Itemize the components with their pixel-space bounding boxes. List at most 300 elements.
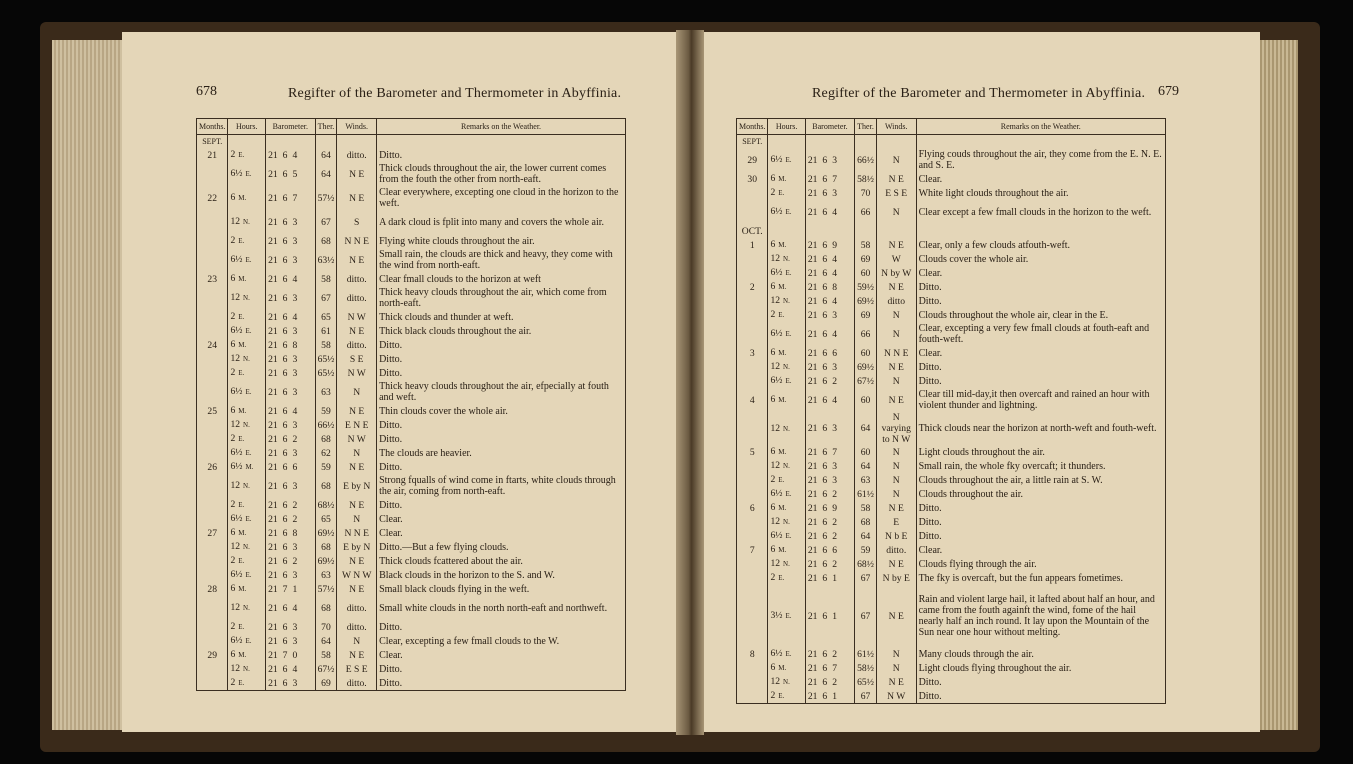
- remarks-cell: Thick clouds near the horizon at north-weft and fouth-weft.: [918, 423, 1157, 434]
- table-row: [197, 446, 625, 460]
- barometer-cell: [805, 515, 854, 529]
- barometer-cell: [266, 540, 315, 554]
- ther-cell: 67: [855, 585, 877, 647]
- day-cell: [737, 186, 768, 200]
- page-edges-right: [1258, 40, 1298, 730]
- wind-cell: N N E: [337, 234, 377, 248]
- day-cell: [737, 252, 768, 266]
- day-cell: [197, 162, 228, 186]
- barometer-b3-value: 0: [292, 649, 298, 661]
- barometer-cell: [266, 498, 315, 512]
- hour-cell: [768, 172, 805, 186]
- table-row: [737, 661, 1165, 675]
- table-row: [197, 474, 625, 498]
- ther-cell: 63½: [315, 248, 337, 272]
- barometer-b2-value: 6: [822, 361, 828, 373]
- remarks-cell: Many clouds through the air.: [918, 648, 1034, 660]
- remarks-cell: Flying couds throughout the air, they come from the E. N. E. and S. E.: [918, 149, 1162, 171]
- table-row: [737, 585, 1165, 647]
- barometer-b1-value: 21: [268, 635, 278, 647]
- hour-value: 6: [230, 405, 236, 416]
- remarks-cell: Small black clouds flying in the weft.: [379, 583, 530, 595]
- table-row: [197, 512, 625, 526]
- table-row: [197, 498, 625, 512]
- page-edges-left: [52, 40, 124, 730]
- barometer-cell: [805, 266, 854, 280]
- day-cell: [197, 498, 228, 512]
- barometer-b1-value: 21: [268, 149, 278, 161]
- barometer-b1-value: 21: [807, 206, 818, 218]
- table-row: [737, 148, 1165, 172]
- barometer-b2-value: 6: [282, 433, 288, 445]
- hour-cell: [228, 432, 266, 446]
- barometer-b3-value: 3: [292, 569, 298, 581]
- hour-cell: [228, 554, 266, 568]
- wind-cell: N: [876, 322, 916, 346]
- book-gutter: [676, 30, 704, 735]
- wind-cell: N by W: [876, 266, 916, 280]
- hour-value: 12: [230, 353, 241, 364]
- hour-cell: [768, 571, 805, 585]
- hour-cell: [768, 186, 805, 200]
- remarks-cell: A dark cloud is fplit into many and covers the whole air.: [379, 216, 605, 228]
- hour-value: 12: [770, 558, 781, 569]
- wind-cell: N varying to N W: [876, 412, 916, 445]
- hour-value: 12: [230, 663, 241, 674]
- day-cell: [197, 446, 228, 460]
- remarks-cell: The clouds are heavier.: [379, 447, 472, 459]
- table-row: [737, 374, 1165, 388]
- meridian-value: E.: [785, 377, 792, 385]
- ther-cell: 59: [315, 460, 337, 474]
- barometer-b3-value: 2: [292, 499, 298, 511]
- barometer-b3-value: 4: [292, 311, 298, 323]
- barometer-b2-value: 6: [822, 328, 828, 340]
- barometer-cell: [266, 286, 315, 310]
- hour-value: 12: [230, 419, 241, 430]
- barometer-b1-value: 21: [807, 361, 818, 373]
- barometer-b2-value: 6: [822, 662, 828, 674]
- barometer-b1-value: 21: [268, 254, 278, 266]
- remarks-cell: Ditto.: [379, 621, 403, 633]
- hour-value: 6: [770, 394, 776, 405]
- wind-cell: N E: [337, 404, 377, 418]
- barometer-cell: [805, 252, 854, 266]
- hour-value: 2: [230, 235, 236, 246]
- barometer-cell: [805, 294, 854, 308]
- hour-cell: [768, 459, 805, 473]
- hour-value: 6: [230, 527, 236, 538]
- hour-value: 12: [770, 460, 781, 471]
- right-register-table: [736, 118, 1166, 704]
- barometer-b1-value: 21: [268, 325, 278, 337]
- day-cell: [197, 512, 228, 526]
- barometer-b1-value: 21: [268, 583, 278, 595]
- remarks-cell: Ditto.: [379, 433, 403, 445]
- day-cell: [737, 322, 768, 346]
- hour-cell: [768, 473, 805, 487]
- ther-cell: 65: [315, 512, 337, 526]
- barometer-b3-value: 9: [832, 502, 837, 514]
- barometer-b1-value: 21: [268, 677, 278, 689]
- barometer-cell: [266, 234, 315, 248]
- meridian-value: N.: [243, 543, 250, 551]
- hour-value: 12: [230, 541, 241, 552]
- barometer-cell: [266, 648, 315, 662]
- barometer-b1-value: 21: [268, 192, 278, 204]
- ther-cell: 69½: [315, 526, 337, 540]
- day-cell: [197, 324, 228, 338]
- barometer-b1-value: 21: [807, 394, 818, 406]
- barometer-b1-value: 21: [268, 569, 278, 581]
- meridian-value: E.: [245, 637, 252, 645]
- hour-cell: [228, 662, 266, 676]
- barometer-b3-value: 4: [292, 405, 298, 417]
- ther-cell: 68: [315, 540, 337, 554]
- hour-value: 6: [230, 273, 236, 284]
- ther-cell: 64: [315, 148, 337, 162]
- hour-cell: [768, 322, 805, 346]
- meridian-value: M.: [778, 241, 787, 249]
- barometer-b1-value: 21: [268, 541, 278, 553]
- barometer-cell: [805, 238, 854, 252]
- wind-cell: ditto.: [337, 596, 377, 620]
- barometer-b2-value: 6: [282, 149, 288, 161]
- ther-cell: 58½: [855, 661, 877, 675]
- ther-cell: 69: [855, 308, 877, 322]
- ther-cell: 66: [855, 200, 877, 224]
- hour-value: 12: [770, 295, 781, 306]
- wind-cell: N W: [337, 310, 377, 324]
- barometer-b2-value: 7: [282, 649, 288, 661]
- ther-cell: 68: [315, 234, 337, 248]
- barometer-b2-value: 6: [282, 499, 288, 511]
- barometer-b2-value: 6: [822, 173, 828, 185]
- wind-cell: N W: [337, 432, 377, 446]
- barometer-b2-value: 6: [282, 480, 288, 492]
- barometer-b1-value: 21: [807, 423, 818, 434]
- barometer-b3-value: 3: [832, 154, 837, 166]
- table-row: [197, 432, 625, 446]
- barometer-b2-value: 6: [282, 527, 288, 539]
- day-cell: [197, 418, 228, 432]
- barometer-cell: [266, 620, 315, 634]
- ther-cell: 67: [315, 210, 337, 234]
- ther-cell: 67: [315, 286, 337, 310]
- wind-cell: N W: [337, 366, 377, 380]
- barometer-b3-value: 4: [832, 295, 837, 307]
- barometer-b3-value: 6: [832, 347, 837, 359]
- hour-cell: [768, 238, 805, 252]
- barometer-b2-value: 6: [282, 447, 288, 459]
- ther-cell: 68½: [315, 498, 337, 512]
- wind-cell: N E: [337, 186, 377, 210]
- table-row: [197, 286, 625, 310]
- hour-value: 12: [770, 516, 781, 527]
- barometer-b1-value: 21: [807, 610, 818, 622]
- barometer-b3-value: 3: [292, 635, 298, 647]
- table-row: [737, 445, 1165, 459]
- day-cell: [737, 412, 768, 445]
- remarks-cell: Clouds throughout the air, a little rain at S. W.: [918, 474, 1103, 486]
- barometer-b1-value: 21: [807, 530, 818, 542]
- barometer-cell: [805, 661, 854, 675]
- barometer-cell: [805, 585, 854, 647]
- barometer-b1-value: 21: [807, 460, 818, 472]
- barometer-b2-value: 6: [822, 239, 828, 251]
- day-cell: [197, 310, 228, 324]
- barometer-b3-value: 2: [832, 530, 837, 542]
- ther-cell: 67½: [855, 374, 877, 388]
- barometer-b3-value: 3: [292, 292, 298, 304]
- barometer-b2-value: 6: [822, 394, 828, 406]
- barometer-b1-value: 21: [268, 216, 278, 228]
- hour-cell: [768, 252, 805, 266]
- remarks-cell: Ditto.: [379, 339, 403, 351]
- meridian-value: M.: [778, 283, 787, 291]
- wind-cell: N E: [876, 501, 916, 515]
- barometer-b3-value: 7: [832, 662, 837, 674]
- barometer-b2-value: 6: [822, 572, 828, 584]
- month-label: SEPT.: [737, 135, 768, 149]
- table-row: [197, 648, 625, 662]
- meridian-value: E.: [238, 435, 245, 443]
- day-cell: [737, 487, 768, 501]
- barometer-b1-value: 21: [268, 235, 278, 247]
- barometer-b3-value: 3: [292, 367, 298, 379]
- remarks-cell: Clear everywhere, excepting one cloud in the horizon to the weft.: [379, 187, 619, 209]
- ther-cell: 59: [315, 404, 337, 418]
- day-cell: [737, 360, 768, 374]
- meridian-value: E.: [778, 692, 785, 700]
- table-row: [737, 412, 1165, 445]
- ther-cell: 68: [315, 596, 337, 620]
- table-row: [197, 620, 625, 634]
- hour-value: 6: [230, 649, 236, 660]
- barometer-b3-value: 4: [292, 602, 298, 614]
- barometer-b2-value: 6: [822, 267, 828, 279]
- barometer-cell: [266, 460, 315, 474]
- hour-value: 2: [770, 187, 776, 198]
- meridian-value: E.: [785, 208, 792, 216]
- day-cell: [737, 571, 768, 585]
- barometer-cell: [805, 360, 854, 374]
- meridian-value: E.: [778, 189, 785, 197]
- remarks-cell: Clouds throughout the whole air, clear in the E.: [918, 309, 1109, 321]
- barometer-b3-value: 8: [832, 281, 837, 293]
- hour-cell: [228, 286, 266, 310]
- meridian-value: M.: [778, 546, 787, 554]
- day-cell: [737, 200, 768, 224]
- barometer-b3-value: 7: [832, 173, 837, 185]
- ther-cell: 70: [315, 620, 337, 634]
- left-page-number: 678: [196, 84, 217, 99]
- day-cell: [737, 689, 768, 703]
- hour-value: 12: [230, 602, 241, 613]
- col-header-remarks: Remarks on the Weather.: [916, 119, 1165, 135]
- hour-value: 6½: [230, 325, 243, 336]
- wind-cell: N W: [876, 689, 916, 703]
- barometer-b2-value: 6: [282, 677, 288, 689]
- wind-cell: W N W: [337, 568, 377, 582]
- hour-cell: [228, 338, 266, 352]
- barometer-cell: [266, 148, 315, 162]
- remarks-cell: Ditto.: [379, 663, 403, 675]
- table-row: [737, 675, 1165, 689]
- barometer-b3-value: 2: [292, 433, 298, 445]
- hour-cell: [768, 294, 805, 308]
- barometer-b1-value: 21: [268, 419, 278, 431]
- remarks-cell: Ditto.: [918, 690, 942, 702]
- barometer-cell: [266, 446, 315, 460]
- hour-value: 6: [770, 502, 776, 513]
- barometer-cell: [805, 675, 854, 689]
- meridian-value: E.: [778, 311, 785, 319]
- remarks-cell: Ditto.: [379, 461, 403, 473]
- meridian-value: N.: [243, 482, 250, 490]
- hour-cell: [768, 266, 805, 280]
- remarks-cell: Clear till mid-day,it then overcaft and rained an hour with violent thunder and lightning.: [918, 389, 1150, 411]
- remarks-cell: Flying white clouds throughout the air.: [379, 235, 535, 247]
- hour-value: 12: [770, 361, 781, 372]
- wind-cell: N: [337, 512, 377, 526]
- barometer-b2-value: 6: [822, 460, 828, 472]
- barometer-b2-value: 6: [822, 281, 828, 293]
- barometer-b3-value: 8: [292, 527, 298, 539]
- hour-value: 6: [230, 192, 236, 203]
- barometer-b1-value: 21: [268, 311, 278, 323]
- hour-value: 6½: [230, 254, 243, 265]
- barometer-cell: [266, 380, 315, 404]
- hour-value: 6½: [770, 530, 783, 541]
- barometer-cell: [266, 662, 315, 676]
- col-header-remarks: Remarks on the Weather.: [377, 119, 625, 135]
- remarks-cell: The fky is overcaft, but the fun appears fometimes.: [918, 572, 1123, 584]
- ther-cell: [855, 224, 877, 238]
- hour-value: 12: [230, 292, 241, 303]
- table-row: [197, 248, 625, 272]
- barometer-b2-value: 6: [822, 610, 828, 622]
- wind-cell: ditto.: [337, 286, 377, 310]
- barometer-cell: [266, 634, 315, 648]
- wind-cell: ditto: [876, 294, 916, 308]
- meridian-value: E.: [785, 269, 792, 277]
- remarks-cell: Ditto.: [379, 677, 403, 689]
- meridian-value: N.: [783, 255, 790, 263]
- hour-value: 6½: [230, 168, 243, 179]
- hour-cell: [228, 446, 266, 460]
- meridian-value: E.: [785, 532, 792, 540]
- day-cell: 29: [197, 648, 228, 662]
- hour-value: 6½: [770, 206, 783, 217]
- col-header-months: Months.: [737, 119, 768, 135]
- day-cell: [197, 286, 228, 310]
- barometer-cell: [805, 346, 854, 360]
- barometer-cell: [805, 501, 854, 515]
- ther-cell: 69½: [855, 294, 877, 308]
- wind-cell: N N E: [337, 526, 377, 540]
- barometer-b1-value: 21: [807, 187, 818, 199]
- hour-cell: [228, 186, 266, 210]
- barometer-b2-value: 6: [822, 375, 828, 387]
- barometer-b2-value: 6: [282, 273, 288, 285]
- barometer-b1-value: 21: [268, 602, 278, 614]
- barometer-cell: [266, 418, 315, 432]
- remarks-cell: Thick clouds and thunder at weft.: [379, 311, 514, 323]
- wind-cell: N b E: [876, 529, 916, 543]
- hour-value: 2: [770, 572, 776, 583]
- meridian-value: M.: [238, 585, 247, 593]
- wind-cell: E S E: [337, 662, 377, 676]
- ther-cell: 61½: [855, 487, 877, 501]
- day-cell: [197, 568, 228, 582]
- day-cell: [197, 366, 228, 380]
- ther-cell: 64: [855, 459, 877, 473]
- meridian-value: N.: [243, 294, 250, 302]
- remarks-cell: Strong fqualls of wind come in ftarts, white clouds through the air, coming from north-eaft.: [379, 475, 616, 497]
- wind-cell: S: [337, 210, 377, 234]
- barometer-b2-value: 6: [822, 648, 828, 660]
- day-cell: 3: [737, 346, 768, 360]
- barometer-cell: [805, 557, 854, 571]
- barometer-b2-value: 6: [822, 544, 828, 556]
- barometer-b2-value: 6: [282, 192, 288, 204]
- meridian-value: E.: [785, 330, 792, 338]
- hour-value: 12: [230, 480, 241, 491]
- barometer-b1-value: 21: [268, 405, 278, 417]
- hour-value: 6: [770, 281, 776, 292]
- barometer-b3-value: 3: [292, 621, 298, 633]
- header-row: [737, 119, 1165, 135]
- barometer-cell: [266, 338, 315, 352]
- remarks-cell: Clear.: [918, 544, 943, 556]
- table-row: [737, 515, 1165, 529]
- hour-value: 6½: [230, 461, 243, 472]
- hour-cell: [228, 272, 266, 286]
- wind-cell: N E: [337, 324, 377, 338]
- day-cell: 27: [197, 526, 228, 540]
- remarks-cell: Ditto.: [918, 375, 942, 387]
- barometer-cell: [805, 224, 854, 238]
- meridian-value: N.: [783, 462, 790, 470]
- barometer-cell: [266, 162, 315, 186]
- barometer-b1-value: 21: [807, 572, 818, 584]
- ther-cell: 58: [855, 501, 877, 515]
- day-cell: [737, 308, 768, 322]
- barometer-b3-value: 3: [832, 361, 837, 373]
- wind-cell: ditto.: [337, 338, 377, 352]
- meridian-value: M.: [778, 448, 787, 456]
- hour-value: 2: [230, 367, 236, 378]
- meridian-value: N.: [243, 355, 250, 363]
- remarks-cell: Thick heavy clouds throughout the air, efpecially at fouth and weft.: [379, 381, 609, 403]
- left-register-table: [196, 118, 626, 691]
- table-row: [197, 596, 625, 620]
- table-row: [197, 380, 625, 404]
- barometer-b2-value: 6: [282, 353, 288, 365]
- col-header-months: Months.: [197, 119, 228, 135]
- barometer-cell: [805, 571, 854, 585]
- wind-cell: S E: [337, 352, 377, 366]
- hour-value: 2: [770, 309, 776, 320]
- col-header-hours: Hours.: [768, 119, 805, 135]
- table-row: [737, 200, 1165, 224]
- hour-cell: [768, 689, 805, 703]
- col-header-winds: Winds.: [876, 119, 916, 135]
- table-row: [197, 272, 625, 286]
- ther-cell: 65½: [315, 366, 337, 380]
- day-cell: [197, 248, 228, 272]
